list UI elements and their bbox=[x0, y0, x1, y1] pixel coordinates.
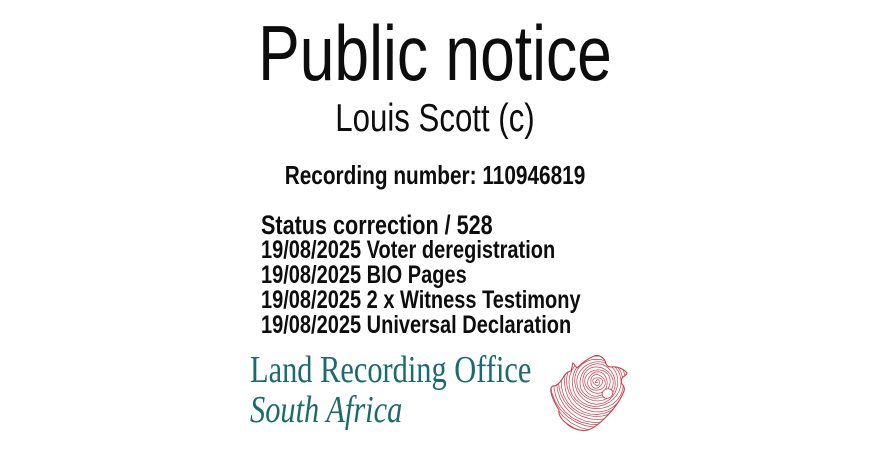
fingerprint-spiral bbox=[550, 354, 630, 432]
notice-entry: 19/08/2025 2 x Witness Testimony bbox=[261, 286, 581, 314]
lesotho-cutout bbox=[601, 387, 615, 400]
recording-number-label: Recording number: bbox=[284, 160, 477, 190]
entry-list bbox=[261, 238, 581, 338]
page-title: Public notice bbox=[258, 9, 612, 97]
org-name: Land Recording Office bbox=[250, 349, 532, 391]
recording-number-value: 110946819 bbox=[482, 160, 586, 190]
subject-name: Louis Scott (c) bbox=[335, 97, 535, 140]
south-africa-map-icon bbox=[550, 354, 630, 432]
recording-number-line bbox=[0, 162, 870, 188]
org-country: South Africa bbox=[250, 389, 403, 431]
notice-entry: 19/08/2025 Universal Declaration bbox=[261, 311, 572, 339]
notice-entry: 19/08/2025 BIO Pages bbox=[261, 261, 467, 289]
notice-entry: 19/08/2025 Voter deregistration bbox=[261, 236, 556, 264]
status-heading: Status correction / 528 bbox=[261, 210, 493, 240]
